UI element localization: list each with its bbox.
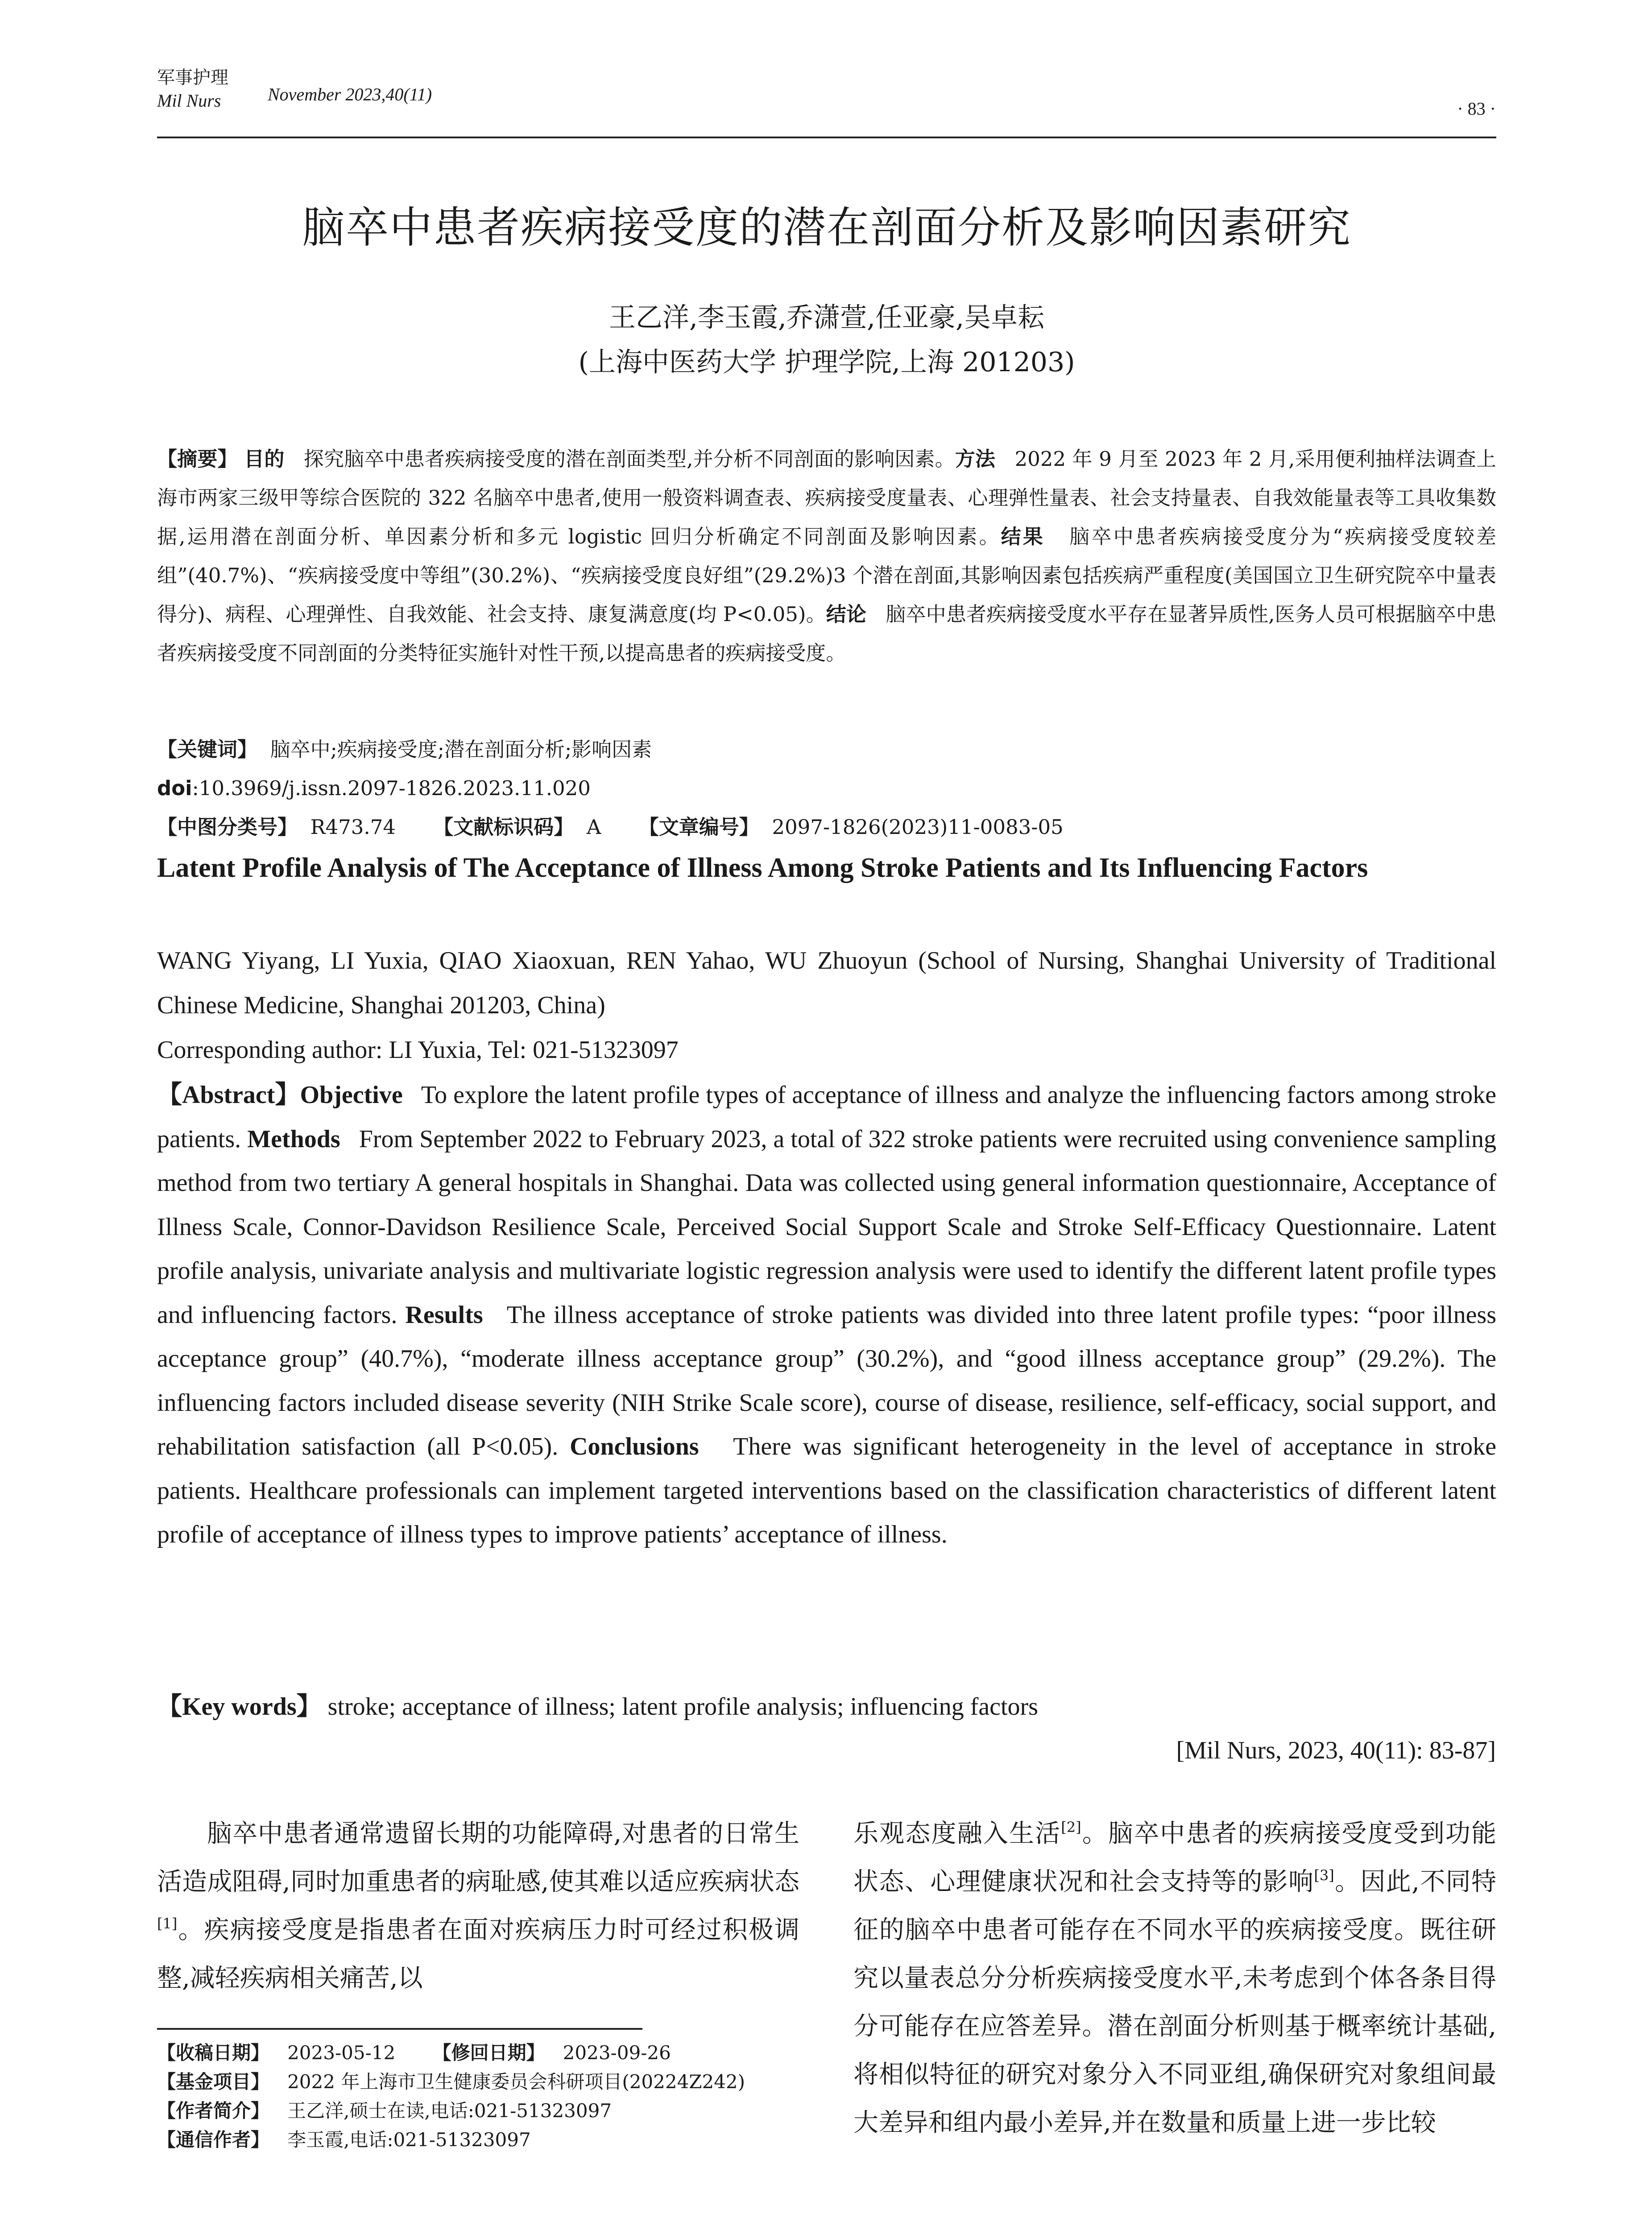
reference-3[interactable]: [3]: [1314, 1867, 1334, 1884]
body-column-left: [157, 1810, 799, 2003]
results-zh-label: 结果: [1001, 525, 1045, 548]
body-left-text-2: 。疾病接受度是指患者在面对疾病压力时可经过积极调整,减轻疾病相关痛苦,以: [157, 1916, 799, 1993]
revised-label: 【修回日期】: [432, 2042, 545, 2064]
received-date: 2023-05-12: [287, 2042, 396, 2064]
footnotes: [157, 2038, 799, 2154]
conclusion-zh-label: 结论: [826, 602, 867, 626]
revised-date: 2023-09-26: [563, 2042, 671, 2064]
journal-name-en: Mil Nurs: [157, 91, 221, 111]
keywords-en-text: stroke; acceptance of illness; latent profile analysis; influencing factors: [327, 1693, 1038, 1721]
keywords-zh: [157, 730, 1496, 769]
methods-en-label: Methods: [247, 1125, 340, 1153]
footnote-author: [157, 2096, 799, 2125]
results-zh: 脑卒中患者疾病接受度分为“疾病接受度较差组”(40.7%)、“疾病接受度中等组”(30.2%)、“疾病接受度良好组”(29.2%)3 个潜在剖面,其影响因素包括疾病严重程度(美国国立卫生研究院卒中量表得分)、病程、心理弹性、自我效能、社会支持、康复满意度(均 P<0.05)。: [157, 525, 1496, 626]
article-no-label: 【文章编号】: [638, 815, 759, 839]
body-right-text-2: 。脑卒中患者的疾病接受度受到功能状态、心理健康状况和社会支持等的影响: [853, 1819, 1497, 1896]
reference-1[interactable]: [1]: [157, 1915, 178, 1932]
footnote-rule: [157, 2028, 642, 2030]
doi-line: [157, 769, 1496, 808]
body-left-text-1: 脑卒中患者通常遗留长期的功能障碍,对患者的日常生活造成阻碍,同时加重患者的病耻感,使其难以适应疾病状态: [157, 1819, 799, 1896]
article-title-en: Latent Profile Analysis of The Acceptance of Illness Among Stroke Patients and Its Influencing Factors: [157, 853, 1368, 883]
header-rule: [157, 137, 1496, 138]
received-label: 【收稿日期】: [157, 2042, 270, 2064]
keywords-en: [157, 1685, 1038, 1729]
classification-line: [157, 808, 1496, 846]
fund-label: 【基金项目】: [157, 2071, 270, 2093]
objective-zh-label: 目的: [244, 447, 285, 471]
footnote-fund: [157, 2067, 799, 2096]
article-title-zh: 脑卒中患者疾病接受度的潜在剖面分析及影响因素研究: [302, 203, 1351, 253]
corresponding-label: 【通信作者】: [157, 2129, 270, 2151]
methods-en: From September 2022 to February 2023, a total of 322 stroke patients were recruited using convenience sampling method from two tertiary A general hospitals in Shanghai. Data was collected using general information questionnaire, Acceptance of Illness Scale, Connor-Davidson Resilience Scale, Perceived Social Support Scale and Stroke Self-Efficacy Questionnaire. Latent profile analysis, univariate analysis and multivariate logistic regression analysis were used to identify the different latent profile types and influencing factors.: [157, 1125, 1497, 1329]
methods-zh-label: 方法: [955, 447, 996, 471]
keywords-en-label: 【Key words】: [157, 1693, 322, 1721]
conclusions-en-label: Conclusions: [570, 1433, 699, 1460]
authors-en: WANG Yiyang, LI Yuxia, QIAO Xiaoxuan, REN Yahao, WU Zhuoyun (School of Nursing, Shanghai University of Traditional Chinese Medicine, Shanghai 201203, China): [157, 947, 1496, 1019]
fund-value: 2022 年上海市卫生健康委员会科研项目(20224Z242): [287, 2071, 745, 2093]
results-en: The illness acceptance of stroke patients was divided into three latent profile types: “poor illness acceptance group” (40.7%), “moderate illness acceptance group” (30.2%), and “good illness acceptance group” (29.2%). The influencing factors included disease severity (NIH Strike Scale score), course of disease, resilience, self-efficacy, social support, and rehabilitation satisfaction (all P<0.05).: [157, 1301, 1497, 1460]
keywords-zh-text: 脑卒中;疾病接受度;潜在剖面分析;影响因素: [270, 738, 652, 761]
doc-code-label: 【文献标识码】: [433, 815, 574, 839]
reference-2[interactable]: [2]: [1061, 1819, 1081, 1836]
body-right-text-3: 。因此,不同特征的脑卒中患者可能存在不同水平的疾病接受度。既往研究以量表总分分析疾病接受度水平,未考虑到个体各条目得分可能存在应答差异。潜在剖面分析则基于概率统计基础,将相似特征的研究对象分入不同亚组,确保研究对象组间最大差异和组内最小差异,并在数量和质量上进一步比较: [853, 1867, 1497, 2137]
body-right-text-1: 乐观态度融入生活: [853, 1819, 1061, 1848]
doi-value: :10.3969/j.issn.2097-1826.2023.11.020: [192, 776, 591, 800]
footnote-corresponding: [157, 2125, 799, 2154]
author-bio-value: 王乙洋,硕士在读,电话:021-51323097: [287, 2100, 612, 2122]
affiliation-zh: (上海中医药大学 护理学院,上海 201203): [578, 347, 1075, 378]
abstract-en-label: 【Abstract】: [157, 1081, 300, 1109]
journal-name: [157, 66, 228, 112]
objective-en-label: Objective: [300, 1081, 403, 1109]
objective-en: To explore the latent profile types of acceptance of illness and analyze the influencing factors among stroke patients.: [157, 1081, 1496, 1153]
issue-info: November 2023,40(11): [268, 84, 432, 104]
objective-zh: 探究脑卒中患者疾病接受度的潜在剖面类型,并分析不同剖面的影响因素。: [303, 447, 955, 471]
abstract-en: [157, 1073, 1496, 1557]
body-column-right: [853, 1810, 1496, 2147]
clc-label: 【中图分类号】: [157, 815, 298, 839]
keywords-zh-label: 【关键词】: [157, 738, 258, 761]
article-no-value: 2097-1826(2023)11-0083-05: [772, 815, 1064, 839]
abstract-zh-label: 【摘要】: [157, 447, 238, 471]
abstract-zh: [157, 440, 1496, 672]
corresponding-value: 李玉霞,电话:021-51323097: [287, 2129, 531, 2151]
page-number: · 83 ·: [1457, 99, 1496, 119]
conclusion-zh: 脑卒中患者疾病接受度水平存在显著异质性,医务人员可根据脑卒中患者疾病接受度不同剖面的分类特征实施针对性干预,以提高患者的疾病接受度。: [157, 602, 1496, 665]
authors-zh: 王乙洋,李玉霞,乔潇萱,任亚豪,吴卓耘: [609, 302, 1045, 333]
methods-zh: 2022 年 9 月至 2023 年 2 月,采用便利抽样法调查上海市两家三级甲等综合医院的 322 名脑卒中患者,使用一般资料调查表、疾病接受度量表、心理弹性量表、社会支持量表、自我效能量表等工具收集数据,运用潜在剖面分析、单因素分析和多元 logistic 回归分析确定不同剖面及影响因素。: [157, 447, 1496, 548]
corresponding-author-en: Corresponding author: LI Yuxia, Tel: 021-51323097: [157, 1036, 679, 1064]
journal-name-zh: 军事护理: [157, 67, 228, 88]
doi-label: doi: [157, 776, 192, 800]
doc-code-value: A: [586, 815, 601, 839]
clc-value: R473.74: [310, 815, 396, 839]
conclusions-en: There was significant heterogeneity in the level of acceptance in stroke patients. Healthcare professionals can implement targeted interventions based on the classification characteristics of different latent profile of acceptance of illness types to improve patients’ acceptance of illness.: [157, 1433, 1496, 1548]
footnote-dates: [157, 2038, 799, 2067]
citation-en: [Mil Nurs, 2023, 40(11): 83-87]: [1176, 1737, 1496, 1764]
author-bio-label: 【作者简介】: [157, 2100, 270, 2122]
results-en-label: Results: [405, 1301, 483, 1329]
